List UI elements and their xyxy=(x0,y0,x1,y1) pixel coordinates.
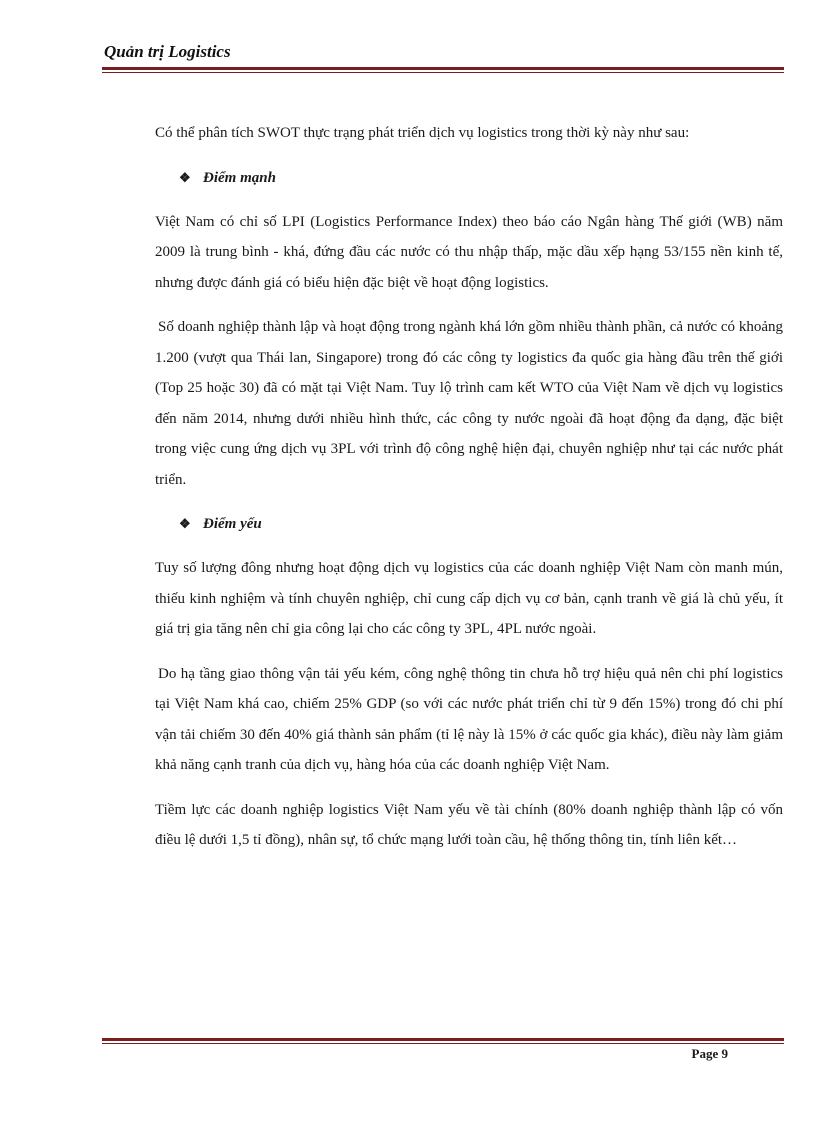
weaknesses-heading xyxy=(155,509,783,539)
weaknesses-paragraph: Do hạ tầng giao thông vận tải yếu kém, công nghệ thông tin chưa hỗ trợ hiệu quả nên chi phí logistics tại Việt Nam khá cao, chiếm 25% GDP (so với các nước phát triển chỉ từ 9 đến 15%) trong đó chi phí vận tải chiếm 30 đến 40% giá thành sản phẩm (tỉ lệ này là 15% ở các quốc gia khác), điều này làm giảm khả năng cạnh tranh của dịch vụ, hàng hóa của các doanh nghiệp Việt Nam. xyxy=(155,665,783,773)
weaknesses-paragraph: Tuy số lượng đông nhưng hoạt động dịch vụ logistics của các doanh nghiệp Việt Nam còn manh mún, thiếu kinh nghiệm và tính chuyên nghiệp, chỉ cung cấp dịch vụ cơ bản, cạnh tranh về giá là chủ yếu, ít giá trị gia tăng nên chỉ gia công lại cho các công ty 3PL, 4PL nước ngoài. xyxy=(155,560,783,637)
footer-rule-thick xyxy=(102,1038,784,1041)
diamond-bullet-icon: ❖ xyxy=(179,169,191,185)
strengths-paragraph: Số doanh nghiệp thành lập và hoạt động trong ngành khá lớn gồm nhiều thành phần, cả nước có khoảng 1.200 (vượt qua Thái lan, Singapore) trong đó các công ty logistics đa quốc gia hàng đầu trên thế giới (Top 25 hoặc 30) đã có mặt tại Việt Nam. Tuy lộ trình cam kết WTO của Việt Nam về dịch vụ logistics đến năm 2014, nhưng dưới nhiều hình thức, các công ty nước ngoài đã hoạt động đa dạng, đặc biệt trong việc cung ứng dịch vụ 3PL với trình độ công nghệ hiện đại, chuyên nghiệp như tại các nước phát triển. xyxy=(155,319,783,488)
weaknesses-heading-label: Điểm yếu xyxy=(203,516,262,532)
weaknesses-paragraph: Tiềm lực các doanh nghiệp logistics Việt Nam yếu về tài chính (80% doanh nghiệp thành lập có vốn điều lệ dưới 1,5 tỉ đồng), nhân sự, tổ chức mạng lưới toàn cầu, hệ thống thông tin, tính liên kết… xyxy=(155,801,783,848)
strengths-heading xyxy=(155,163,783,193)
document-body xyxy=(155,118,783,870)
footer-rule-thin xyxy=(102,1043,784,1044)
strengths-heading-label: Điểm mạnh xyxy=(203,169,276,186)
header-rule-thin xyxy=(102,72,784,73)
strengths-paragraph: Việt Nam có chỉ số LPI (Logistics Performance Index) theo báo cáo Ngân hàng Thế giới (WB) năm 2009 là trung bình - khá, đứng đầu các nước có thu nhập thấp, mặc dầu xếp hạng 53/155 nền kinh tế, nhưng được đánh giá có biểu hiện đặc biệt về hoạt động logistics. xyxy=(155,213,783,291)
header-rule-thick xyxy=(102,67,784,70)
diamond-bullet-icon: ❖ xyxy=(179,516,191,531)
intro-paragraph: Có thể phân tích SWOT thực trạng phát triển dịch vụ logistics trong thời kỳ này như sau: xyxy=(155,125,690,141)
page-number: Page 9 xyxy=(691,1046,728,1061)
header-title: Quản trị Logistics xyxy=(104,42,231,61)
